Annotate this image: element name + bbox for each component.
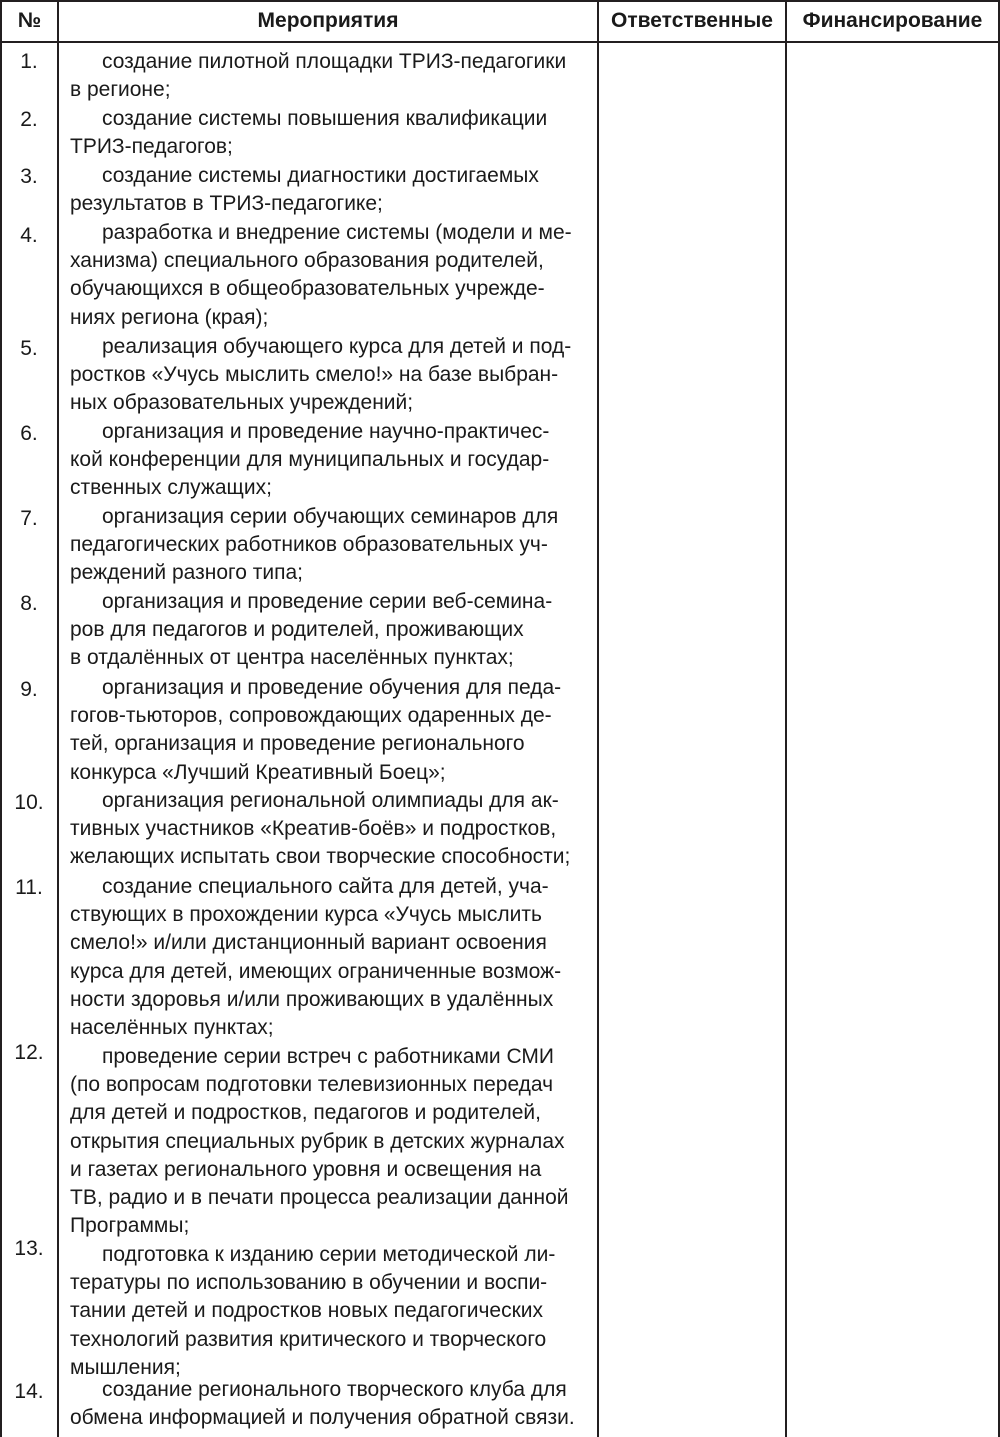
event-text-line: тей, организация и проведение регионального <box>70 732 525 756</box>
event-text-line: Программы; <box>70 1214 190 1238</box>
event-text-line: гогов-тьюторов, сопровождающих одаренных де- <box>70 704 552 728</box>
event-text-line: ности здоровья и/или проживающих в удалённых <box>70 987 554 1011</box>
event-text-line: организация и проведение серии веб-семина- <box>102 590 553 613</box>
event-text-line: ствующих в прохождении курса «Учусь мыслить <box>70 903 542 927</box>
event-text-line: создание пилотной площадки ТРИЗ-педагогики <box>102 50 567 73</box>
event-text-line: тивных участников «Креатив-боёв» и подростков, <box>70 817 557 841</box>
event-text-line: ных образовательных учреждений; <box>70 391 414 415</box>
event-text-line: ТВ, радио и в печати процесса реализации данной <box>70 1186 569 1210</box>
event-text-line: населённых пунктах; <box>70 1016 274 1040</box>
event-text-line: создание системы диагностики достигаемых <box>102 164 539 187</box>
event-text-line: смело!» и/или дистанционный вариант освоения <box>70 931 547 955</box>
row-number: 12. <box>14 1041 44 1064</box>
event-text <box>70 503 585 588</box>
header-responsible: Ответственные <box>611 9 773 32</box>
table-border-left <box>0 0 2 1437</box>
event-text <box>70 674 585 787</box>
row-number: 9. <box>20 678 38 701</box>
event-text-line: подготовка к изданию серии методической ли- <box>102 1243 556 1266</box>
row-number: 7. <box>20 507 38 530</box>
event-text-line: технологий развития критического и творческого <box>70 1327 547 1351</box>
event-text-line: и газетах регионального уровня и освещения на <box>70 1157 542 1181</box>
event-text-line: кой конференции для муниципальных и государ- <box>70 448 550 472</box>
event-text-line: педагогических работников образовательных уч- <box>70 533 548 557</box>
event-text-line: обучающихся в общеобразовательных учрежде- <box>70 277 545 301</box>
header-events: Мероприятия <box>257 9 399 32</box>
event-text <box>70 1241 585 1382</box>
event-text-line: организация и проведение обучения для педа- <box>102 676 562 699</box>
event-text-line: ростков «Учусь мыслить смело!» на базе выбран- <box>70 363 559 387</box>
event-text-line: создание системы повышения квалификации <box>102 107 548 130</box>
event-text <box>70 787 585 872</box>
event-text-line: результатов в ТРИЗ-педагогике; <box>70 192 383 216</box>
event-text <box>70 105 585 161</box>
event-text-line: реждений разного типа; <box>70 561 303 585</box>
row-number: 8. <box>20 592 38 615</box>
event-text <box>70 1376 585 1432</box>
column-divider <box>785 0 787 1437</box>
column-divider <box>57 0 59 1437</box>
event-text-line: ханизма) специального образования родителей, <box>70 249 544 273</box>
event-text <box>70 873 585 1042</box>
event-text-line: обмена информацией и получения обратной связи. <box>70 1406 575 1430</box>
row-number: 14. <box>14 1380 44 1403</box>
event-text-line: создание специального сайта для детей, уча- <box>102 875 549 898</box>
event-text-line: проведение серии встреч с работниками СМИ <box>102 1045 555 1068</box>
event-text <box>70 1043 585 1240</box>
event-text-line: создание регионального творческого клуба для <box>102 1378 567 1401</box>
row-number: 10. <box>14 791 44 814</box>
event-text <box>70 162 585 218</box>
event-text-line: для детей и подростков, педагогов и родителей, <box>70 1101 541 1125</box>
event-text-line: организация серии обучающих семинаров для <box>102 505 559 528</box>
event-text-line: курса для детей, имеющих ограниченные возмож- <box>70 959 562 983</box>
column-divider <box>597 0 599 1437</box>
row-number: 11. <box>15 876 43 899</box>
row-number: 2. <box>20 108 38 131</box>
event-text-line: в отдалённых от центра населённых пунктах; <box>70 646 514 670</box>
event-text-line: ТРИЗ-педагогов; <box>70 135 233 159</box>
event-text-line: ров для педагогов и родителей, проживающих <box>70 618 524 642</box>
event-text <box>70 333 585 418</box>
row-number: 5. <box>20 337 38 360</box>
event-text-line: тании детей и подростков новых педагогических <box>70 1299 543 1323</box>
event-text-line: реализация обучающего курса для детей и под- <box>102 335 572 358</box>
event-text-line: организация региональной олимпиады для ак- <box>102 789 559 812</box>
event-text-line: открытия специальных рубрик в детских журналах <box>70 1129 565 1153</box>
event-text <box>70 48 585 104</box>
event-text <box>70 219 585 332</box>
event-text-line: тературы по использованию в обучении и воспи- <box>70 1271 548 1295</box>
event-text-line: мышления; <box>70 1355 181 1379</box>
header-number: № <box>17 9 42 32</box>
event-text-line: конкурса «Лучший Креативный Боец»; <box>70 760 446 784</box>
event-text-line: (по вопросам подготовки телевизионных передач <box>70 1073 554 1097</box>
row-number: 13. <box>14 1237 44 1260</box>
event-text <box>70 588 585 673</box>
row-number: 3. <box>20 165 38 188</box>
row-number: 6. <box>20 422 38 445</box>
event-text-line: ственных служащих; <box>70 476 272 500</box>
row-number: 1. <box>20 50 38 73</box>
row-number: 4. <box>20 224 38 247</box>
event-text-line: разработка и внедрение системы (модели и ме- <box>102 221 572 244</box>
header-financing: Финансирование <box>802 9 983 32</box>
event-text-line: ниях региона (края); <box>70 305 269 329</box>
event-text <box>70 418 585 503</box>
event-text-line: в регионе; <box>70 78 171 102</box>
event-text-line: желающих испытать свои творческие способности; <box>70 845 571 869</box>
event-text-line: организация и проведение научно-практичес- <box>102 420 550 443</box>
